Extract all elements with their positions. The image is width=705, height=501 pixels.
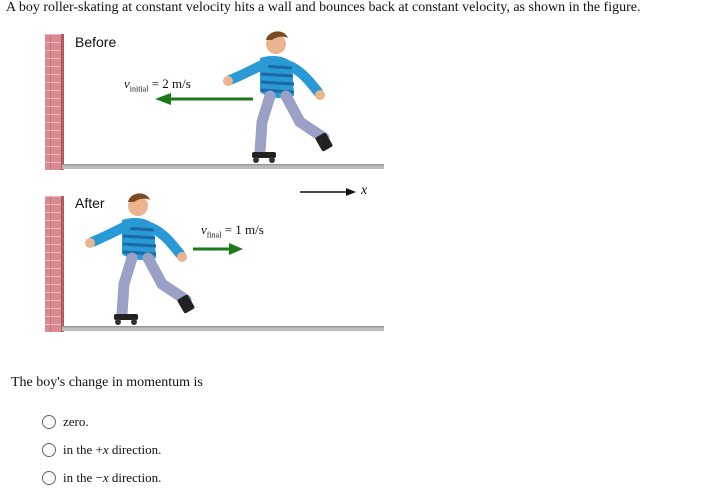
x-axis-arrow	[300, 186, 360, 198]
choice-label: zero.	[63, 414, 89, 429]
v-final-label: $v_{final} = 1$ m/s	[201, 222, 264, 240]
choice-zero[interactable]	[42, 414, 89, 430]
x-axis-label: x	[361, 183, 368, 198]
choice-label: in the −x direction.	[63, 470, 162, 485]
choice-plus-x[interactable]	[42, 442, 161, 458]
prompt-text: The boy's change in momentum is	[11, 375, 203, 390]
wall-before	[45, 34, 65, 170]
boy-skater-before-icon	[222, 30, 342, 166]
arrow-final-right	[193, 242, 245, 256]
choice-minus-x[interactable]	[42, 470, 161, 486]
radio-button[interactable]	[42, 415, 56, 429]
radio-button[interactable]	[42, 471, 56, 485]
radio-button[interactable]	[42, 443, 56, 457]
after-label: After	[75, 195, 105, 211]
boy-skater-after-icon	[84, 192, 204, 328]
wall-after	[45, 196, 65, 332]
v-initial-label: $v_{initial} = 2$ m/s	[124, 76, 191, 94]
before-label: Before	[75, 34, 117, 50]
question-text: A boy roller-skating at constant velocity hits a wall and bounces back at constant velocity, as shown in the figure.	[6, 0, 641, 15]
choice-label: in the +x direction.	[63, 442, 162, 457]
